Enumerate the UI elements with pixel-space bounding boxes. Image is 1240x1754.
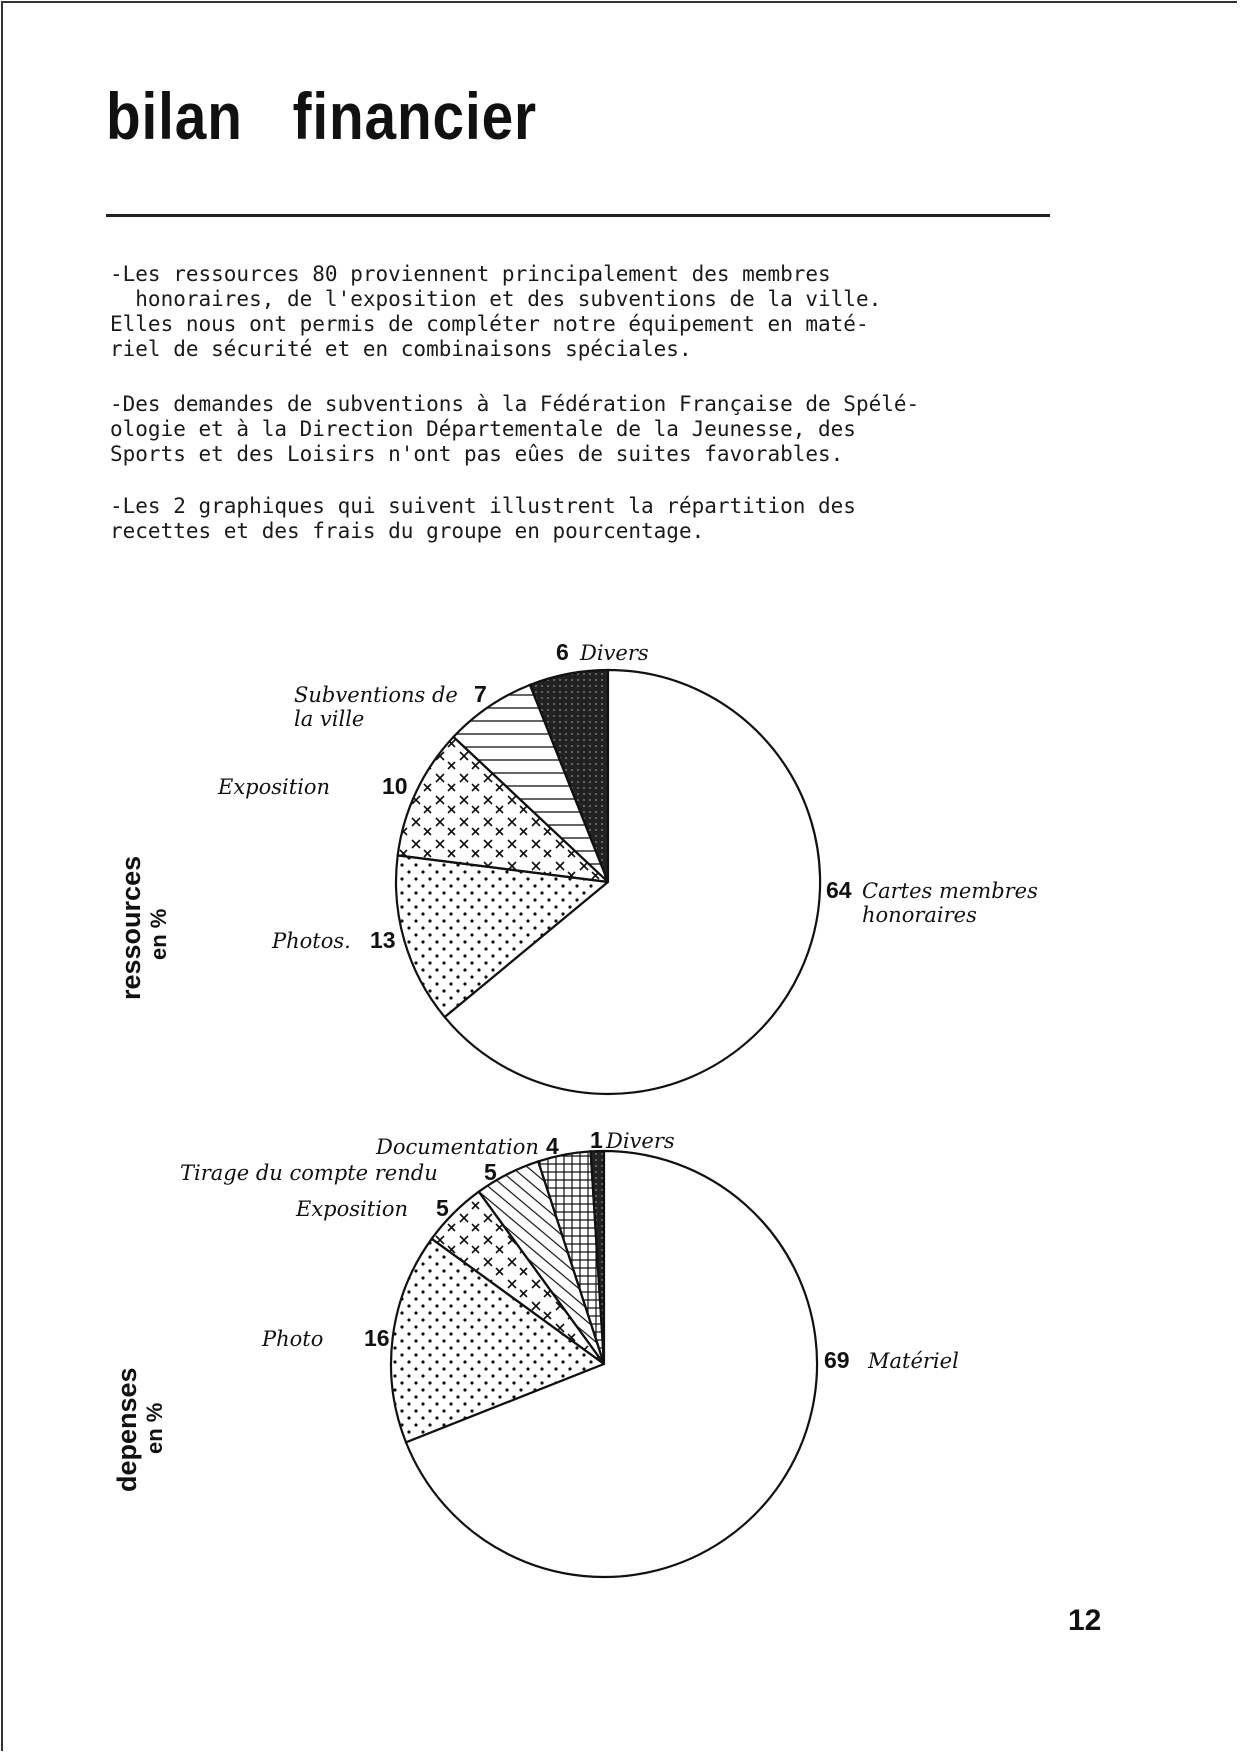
ressources-subventions-value: 7	[474, 681, 487, 707]
ressources-cartes-label-2: honoraires	[862, 903, 977, 927]
depenses-tirage-value: 5	[484, 1159, 497, 1185]
depenses-materiel-label: Matériel	[868, 1349, 959, 1373]
ressources-subventions-label-1: Subventions de	[294, 683, 458, 707]
depenses-divers-value: 1	[590, 1127, 603, 1153]
depenses-exposition-value: 5	[436, 1195, 449, 1221]
paragraph-graphiques: -Les 2 graphiques qui suivent illustrent la répartition des recettes et des frais du groupe en pourcentage.	[110, 494, 856, 543]
depenses-exposition-label: Exposition	[296, 1197, 409, 1221]
page-number: 12	[1068, 1604, 1102, 1637]
ressources-pie	[396, 670, 820, 1094]
ressources-side-label-unit: en %	[146, 908, 171, 960]
ressources-cartes-label-1: Cartes membres	[862, 879, 1038, 903]
paragraph-ressources: -Les ressources 80 proviennent principalement des membres honoraires, de l'exposition et des subventions de la ville. Elles nous ont permis de compléter notre équipement en maté- riel de sécurité et en combinaisons spéciales.	[110, 262, 882, 361]
depenses-materiel-value: 69	[824, 1347, 850, 1373]
depenses-side-label: depenses	[112, 1367, 142, 1492]
ressources-photos-label: Photos.	[272, 929, 351, 953]
ressources-divers-value: 6	[556, 639, 569, 665]
ressources-exposition-label: Exposition	[218, 775, 331, 799]
depenses-tirage-label: Tirage du compte rendu	[180, 1161, 438, 1185]
ressources-side-label: ressources	[116, 855, 146, 1000]
paragraph-subventions: -Des demandes de subventions à la Fédération Française de Spélé- ologie et à la Direction Départementale de la Jeunesse, des Sports et des Loisirs n'ont pas eûes de suites favorables.	[110, 392, 920, 466]
ressources-photos-value: 13	[370, 927, 396, 953]
ressources-exposition-value: 10	[382, 773, 408, 799]
depenses-documentation-value: 4	[546, 1133, 559, 1159]
depenses-photo-value: 16	[364, 1325, 390, 1351]
ressources-cartes-value: 64	[826, 877, 852, 903]
depenses-documentation-label: Documentation	[376, 1135, 539, 1159]
depenses-photo-label: Photo	[262, 1327, 324, 1351]
depenses-divers-label: Divers	[606, 1129, 675, 1153]
ressources-subventions-label-2: la ville	[294, 707, 365, 731]
depenses-pie	[391, 1151, 817, 1577]
ressources-divers-label: Divers	[580, 641, 649, 665]
depenses-side-label-unit: en %	[142, 1402, 167, 1454]
page-title: bilan financier	[106, 79, 537, 153]
